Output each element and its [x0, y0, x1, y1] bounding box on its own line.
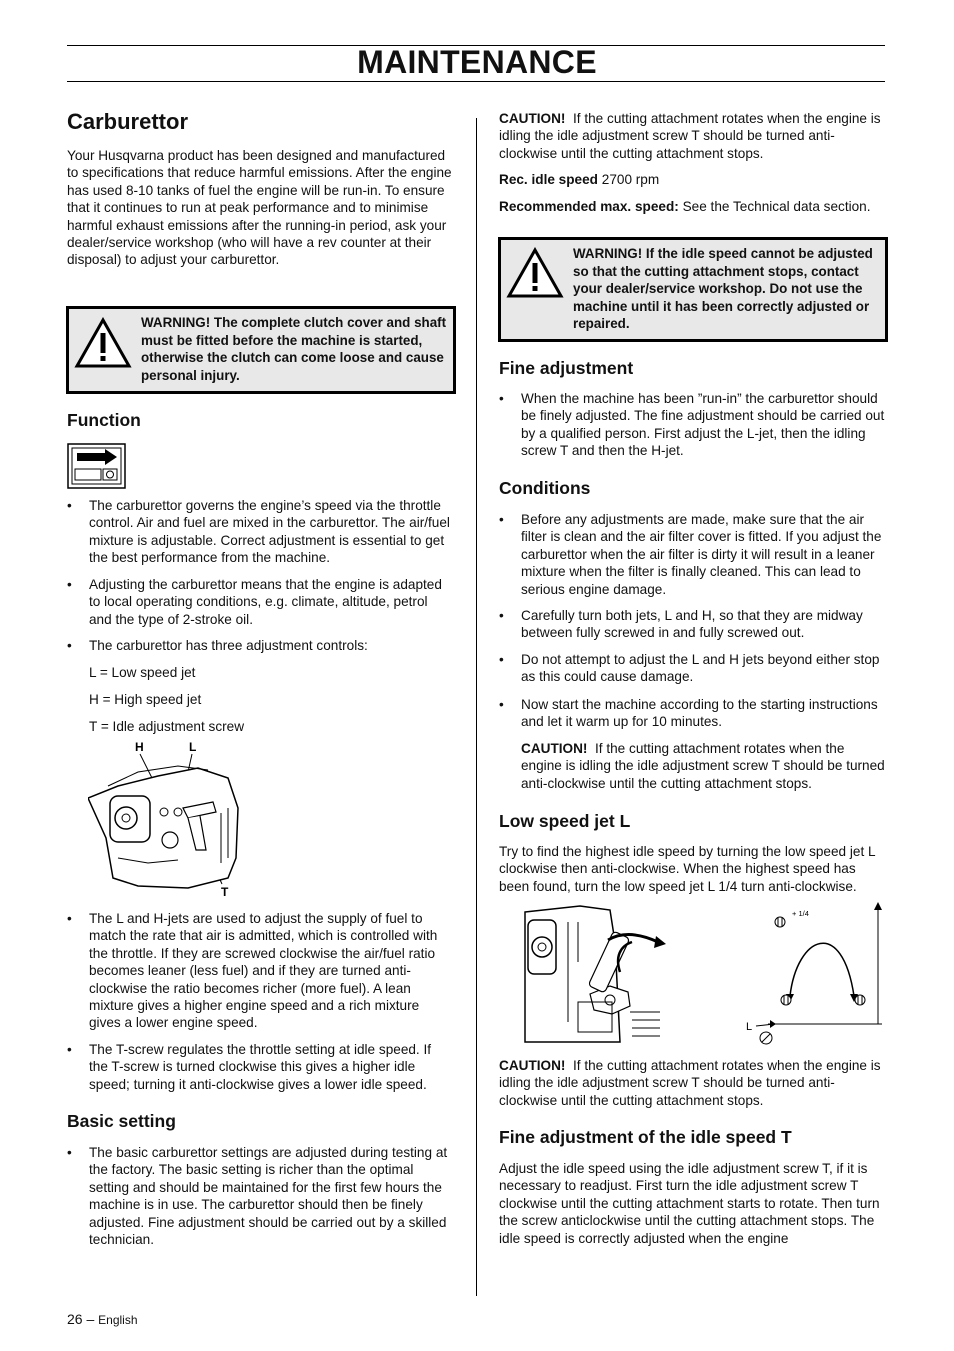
warning-triangle-icon: [506, 247, 564, 299]
warning-text: WARNING! If the idle speed cannot be adjusted so that the cutting attachment stops, contact your dealer/service workshop. Do not use the machine until it has been correctly adjusted or repaired.: [573, 246, 873, 332]
footer-dash: –: [86, 1311, 95, 1327]
control-t: T = Idle adjustment screw: [89, 719, 245, 734]
figure-label-t: T: [221, 885, 229, 899]
rec-idle-speed: Rec. idle speed 2700 rpm: [499, 172, 660, 187]
list-item: • Adjusting the carburettor means that the engine is adapted to local operating conditions, e.g. climate, altitude, petrol and the type of 2-stroke oil.: [67, 577, 442, 627]
list-item: • The basic carburettor settings are adjusted during testing at the factory. The basic setting is richer than the optimal setting and should be maintained for the first few hours the machine is in use. The carburettor should then be finely adjusted. Fine adjustment should be carried out by a skilled technician.: [67, 1145, 448, 1248]
list-item: • Carefully turn both jets, L and H, so that they are midway between fully screwed in and fully screwed out.: [499, 608, 863, 641]
warning-box-idle: [498, 237, 888, 342]
warning-text: WARNING! The complete clutch cover and shaft must be fitted before the machine is started, otherwise the clutch can come loose and cause personal injury.: [141, 315, 447, 383]
function-title: Function: [67, 410, 141, 430]
intro-paragraph: Your Husqvarna product has been designed and manufactured to specifications that reduce harmful emissions. After the engine has used 8-10 tanks of fuel the engine will be run-in. To ensure that it continues to run at peak performance and to minimise harmful exhaust emissions after the running-in period, ask your dealer/service workshop (who will have a rev counter at their disposal) to adjust your carburettor.: [67, 148, 452, 268]
footer-language: English: [98, 1313, 138, 1327]
page-number: 26: [67, 1311, 83, 1327]
rec-max-speed: Recommended max. speed: See the Technical data section.: [499, 199, 871, 214]
header-rule-bottom: [67, 81, 885, 82]
low-speed-jet-text: Try to find the highest idle speed by turning the low speed jet L clockwise then anti-clockwise. When the highest speed has been found, turn the low speed jet L 1/4 turn anti-clockwise.: [499, 844, 876, 894]
warning-triangle-icon: [74, 317, 132, 369]
control-h: H = High speed jet: [89, 692, 202, 707]
list-item: • The carburettor governs the engine’s speed via the throttle control. Air and fuel are mixed in the carburettor. The air/fuel mixture is adjustable. Correct adjustment is essential to get the best performance from the machine.: [67, 498, 450, 566]
caution-paragraph-1: CAUTION! If the cutting attachment rotates when the engine is idling the idle adjustment screw T should be turned anti-clockwise until the cutting attachment stops.: [499, 111, 881, 161]
warning-box-clutch: [66, 306, 456, 394]
figure-label-l: L: [746, 1021, 753, 1033]
column-divider: [476, 118, 477, 1296]
page-footer: [67, 1311, 138, 1327]
conditions-title: Conditions: [499, 478, 591, 498]
fine-adjustment-title: Fine adjustment: [499, 358, 634, 378]
list-item: • Now start the machine according to the starting instructions and let it warm up for 10 minutes.: [499, 697, 878, 730]
page-title: MAINTENANCE: [357, 44, 597, 80]
section-title-carburettor: Carburettor: [67, 109, 189, 134]
carburettor-illustration: [88, 738, 248, 900]
figure-label-l: L: [189, 740, 197, 754]
idle-speed-text: Adjust the idle speed using the idle adjustment screw T, if it is necessary to readjust. First turn the idle adjustment screw T clockwise until the cutting attachment starts to rotate. Then turn the screw anticlockwise until the cutting attachment stops. The idle speed is correctly adjusted when the engine: [499, 1161, 880, 1246]
basic-setting-title: Basic setting: [67, 1111, 176, 1131]
list-item: • The L and H-jets are used to adjust the supply of fuel to match the rate that air is admitted, which is controlled with the throttle. If they are screwed clockwise the air/fuel ratio becomes leaner (less fuel) and if they are turned anti-clockwise the ratio becomes richer (more fuel). A lean mixture gives a higher engine speed and a rich mixture gives a lower engine speed.: [67, 911, 438, 1031]
list-item: • Do not attempt to adjust the L and H jets beyond either stop as this could cause damage.: [499, 652, 880, 685]
low-speed-jet-illustration: [520, 902, 670, 1044]
list-item: • The T-screw regulates the throttle setting at idle speed. If the T-screw is turned clockwise this gives a higher idle speed; turning it anti-clockwise gives a lower idle speed.: [67, 1042, 432, 1092]
figure-label-h: H: [135, 740, 144, 754]
figure-label-quarter: + 1/4: [792, 909, 809, 918]
carburettor-function-icon: [67, 443, 126, 489]
idle-speed-title: Fine adjustment of the idle speed T: [499, 1127, 792, 1147]
caution-paragraph-3: CAUTION! If the cutting attachment rotates when the engine is idling the idle adjustment screw T should be turned anti-clockwise until the cutting attachment stops.: [499, 1058, 881, 1108]
list-item: • When the machine has been ”run-in” the carburettor should be finely adjusted. The fine adjustment should be carried out by a qualified person. First adjust the L-jet, then the idling screw T and then the H-jet.: [499, 391, 885, 459]
list-item: • The carburettor has three adjustment controls:: [67, 638, 368, 653]
idle-speed-curve-diagram: [742, 898, 888, 1048]
control-l: L = Low speed jet: [89, 665, 196, 680]
caution-paragraph-2: CAUTION! If the cutting attachment rotates when the engine is idling the idle adjustment screw T should be turned anti-clockwise until the cutting attachment stops.: [521, 741, 885, 791]
low-speed-jet-title: Low speed jet L: [499, 811, 631, 831]
list-item: • Before any adjustments are made, make sure that the air filter is clean and the air filter cover is fitted. If you adjust the carburettor when the air filter is dirty it will result in a leaner mixture when the filter is finally cleaned. This can lead to serious engine damage.: [499, 512, 882, 597]
